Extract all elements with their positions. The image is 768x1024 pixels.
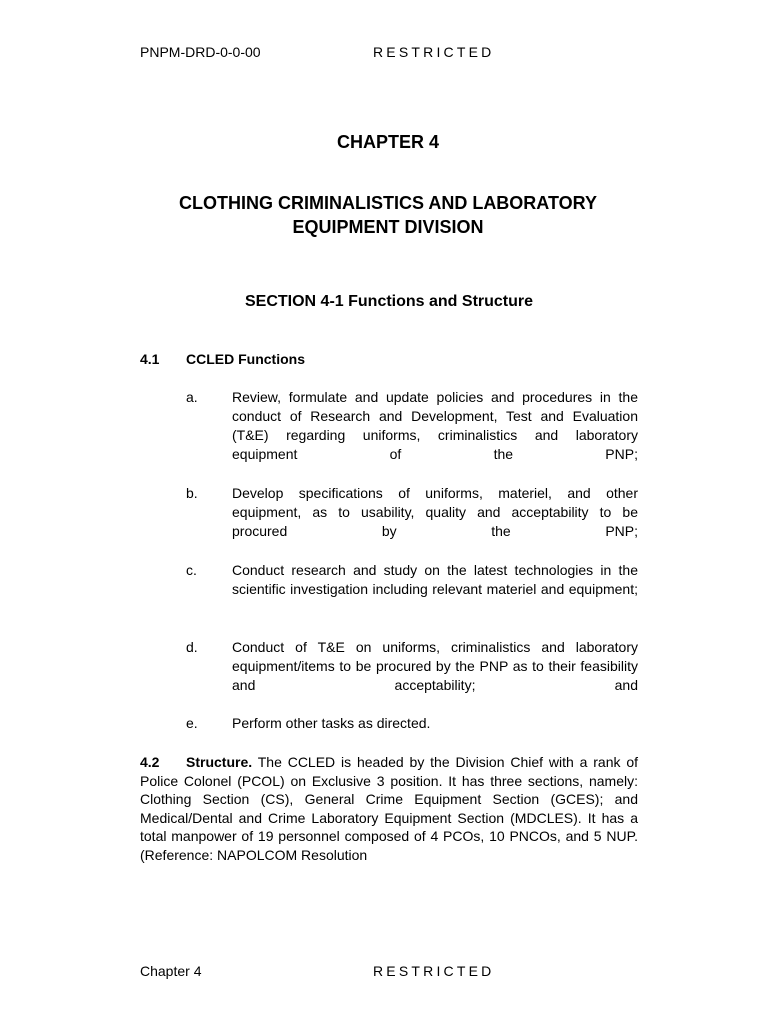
page-header (140, 44, 640, 62)
list-item-letter: a. (186, 389, 198, 405)
header-classification: RESTRICTED (373, 44, 495, 60)
list-item-text: Conduct research and study on the latest technologies in the scientific investigation including relevant materiel and equipment; (232, 562, 638, 597)
structure-paragraph (140, 753, 638, 864)
functions-heading-text: CCLED Functions (186, 351, 305, 367)
division-title: CLOTHING CRIMINALISTICS AND LABORATORY EQUIPMENT DIVISION (179, 193, 597, 237)
list-item-letter: c. (186, 562, 197, 578)
structure-number: 4.2 (140, 754, 160, 770)
section-title: SECTION 4-1 Functions and Structure (244, 293, 534, 310)
list-item-text: Review, formulate and update policies and procedures in the conduct of Research and Development, Test and Evaluation (T&E) regarding uniforms, criminalistics and laboratory equipment of the PNP; (232, 389, 638, 462)
list-item-text: Conduct of T&E on uniforms, criminalistics and laboratory equipment/items to be procured by the PNP as to their feasibility and acceptability; and (232, 639, 638, 693)
list-item-letter: e. (186, 715, 198, 731)
functions-heading (140, 351, 305, 367)
footer-chapter-label: Chapter 4 (140, 963, 202, 979)
list-item-text: Perform other tasks as directed. (232, 715, 431, 731)
structure-lead: Structure. (186, 754, 253, 770)
document-code: PNPM-DRD-0-0-00 (140, 44, 261, 60)
footer-classification: RESTRICTED (373, 963, 495, 979)
page-footer (140, 963, 640, 981)
list-item-text: Develop specifications of uniforms, materiel, and other equipment, as to usability, quality and acceptability to be procured by the PNP; (232, 485, 638, 539)
chapter-title: CHAPTER 4 (336, 132, 439, 152)
list-item-letter: b. (186, 485, 198, 501)
list-item-letter: d. (186, 639, 198, 655)
structure-text: The CCLED is headed by the Division Chief with a rank of Police Colonel (PCOL) on Exclusive 3 position. It has three sections, namely: Clothing Section (CS), General Crime Equipment Section (GCES); and Medical/Dental and Crime Laboratory Equipment Section (MDCLES). It has a total manpower of 19 personnel composed of 4 PCOs, 10 PNCOs, and 5 NUP. (Reference: NAPOLCOM Resolution (140, 754, 639, 863)
functions-number: 4.1 (140, 351, 160, 367)
